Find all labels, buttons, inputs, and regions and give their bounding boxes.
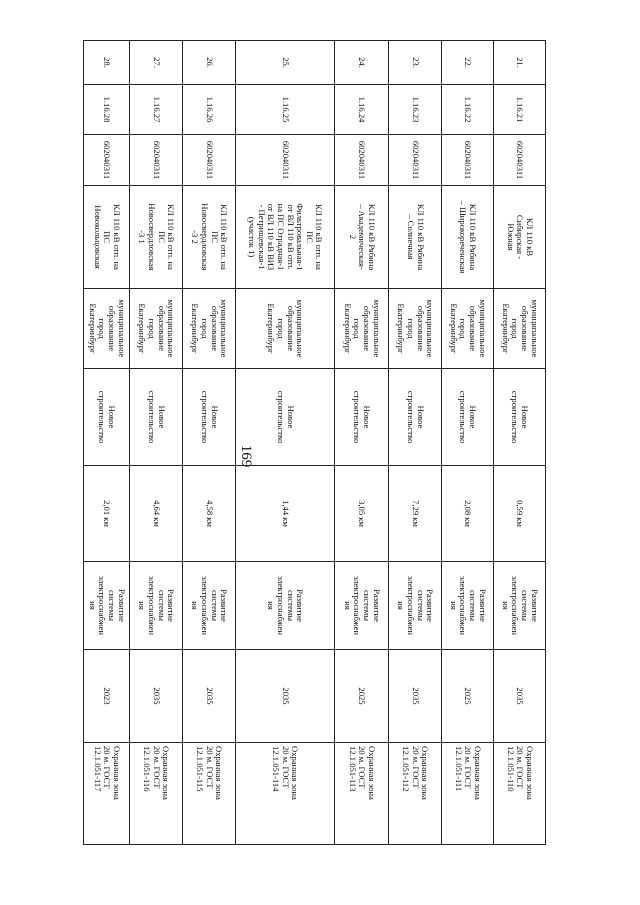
row-number: 23. xyxy=(389,41,442,85)
object-location: муниципальное образование город Екатеринбург xyxy=(335,289,389,369)
object-id: 602040311 xyxy=(130,135,183,186)
object-location: муниципальное образование город Екатеринбург xyxy=(494,289,546,369)
object-purpose: Развитие системы электроснабжен ия xyxy=(84,562,130,650)
construction-type: Новое строительство xyxy=(335,369,389,466)
object-purpose: Развитие системы электроснабжен ия xyxy=(130,562,183,650)
object-id: 602040311 xyxy=(442,135,494,186)
object-length: 2,08 км xyxy=(442,466,494,562)
object-name: КЛ 110 кВ Рябина – Широкореченская xyxy=(442,186,494,289)
table-row xyxy=(84,41,130,845)
table-row xyxy=(389,41,442,845)
row-number: 27. xyxy=(130,41,183,85)
row-number: 21. xyxy=(494,41,546,85)
object-name: КЛ 110 кВ Сибирская - Южная xyxy=(494,186,546,289)
object-length: 0,59 км xyxy=(494,466,546,562)
construction-type: Новое строительство xyxy=(183,369,236,466)
object-length: 4,58 км xyxy=(183,466,236,562)
object-purpose: Развитие системы электроснабжен ия xyxy=(442,562,494,650)
row-number: 26. xyxy=(183,41,236,85)
completion-year: 2035 xyxy=(236,650,335,743)
object-code: 1.16.22 xyxy=(442,85,494,135)
construction-type: Новое строительство xyxy=(494,369,546,466)
table-row xyxy=(442,41,494,845)
object-id: 602040311 xyxy=(335,135,389,186)
infrastructure-table xyxy=(83,40,546,845)
construction-type: Новое строительство xyxy=(442,369,494,466)
row-number: 25. xyxy=(236,41,335,85)
object-code: 1.16.25 xyxy=(236,85,335,135)
object-name: КЛ 110 кВ отп. на ПС Фильтровальная-1 от ВЛ 110 кВ отп. на ПС Отрадная-1 от ВЛ 110 кВ ВИЗ - Петрищевская-1 (участок 1) xyxy=(236,186,335,289)
object-length: 7,29 км xyxy=(389,466,442,562)
completion-year: 2035 xyxy=(130,650,183,743)
table-container xyxy=(84,40,546,844)
object-name: КЛ 110 кВ отп. на ПС Новосвердловская -3 1 xyxy=(130,186,183,289)
object-name: КЛ 110 кВ Рябина – Солнечная xyxy=(389,186,442,289)
construction-type: Новое строительство xyxy=(236,369,335,466)
protection-zone: Охранная зона 20 м. ГОСТ 12.1.051-115 xyxy=(183,743,236,845)
object-purpose: Развитие системы электроснабжен ия xyxy=(236,562,335,650)
object-id: 602040311 xyxy=(183,135,236,186)
construction-type: Новое строительство xyxy=(130,369,183,466)
table-row xyxy=(236,41,335,845)
table-row xyxy=(335,41,389,845)
page-number: 169 xyxy=(238,444,254,468)
object-code: 1.16.24 xyxy=(335,85,389,135)
object-name: КЛ 110 кВ отп. на ПС Новосвердловская -3 2 xyxy=(183,186,236,289)
protection-zone: Охранная зона 20 м. ГОСТ 12.1.051-116 xyxy=(130,743,183,845)
object-length: 4,64 км xyxy=(130,466,183,562)
protection-zone: Охранная зона 20 м. ГОСТ 12.1.051-113 xyxy=(335,743,389,845)
object-location: муниципальное образование город Екатеринбург xyxy=(236,289,335,369)
rotated-table-wrap xyxy=(84,40,546,844)
completion-year: 2035 xyxy=(494,650,546,743)
object-code: 1.16.21 xyxy=(494,85,546,135)
object-name: КЛ 110 кВ Рябина – Академическая- 2 xyxy=(335,186,389,289)
object-id: 602040311 xyxy=(84,135,130,186)
protection-zone: Охранная зона 20 м. ГОСТ 12.1.051-114 xyxy=(236,743,335,845)
object-id: 602040311 xyxy=(236,135,335,186)
completion-year: 2025 xyxy=(335,650,389,743)
object-length: 2,01 км xyxy=(84,466,130,562)
object-location: муниципальное образование город Екатеринбург xyxy=(442,289,494,369)
table-row xyxy=(494,41,546,845)
object-location: муниципальное образование город Екатеринбург xyxy=(183,289,236,369)
row-number: 24. xyxy=(335,41,389,85)
construction-type: Новое строительство xyxy=(389,369,442,466)
object-length: 3,05 км xyxy=(335,466,389,562)
object-code: 1.16.23 xyxy=(389,85,442,135)
protection-zone: Охранная зона 20 м. ГОСТ 12.1.051-111 xyxy=(442,743,494,845)
completion-year: 2035 xyxy=(183,650,236,743)
object-id: 602040311 xyxy=(389,135,442,186)
completion-year: 2035 xyxy=(389,650,442,743)
protection-zone: Охранная зона 20 м. ГОСТ 12.1.051-112 xyxy=(389,743,442,845)
table-row xyxy=(130,41,183,845)
row-number: 22. xyxy=(442,41,494,85)
object-code: 1.16.28 xyxy=(84,85,130,135)
object-location: муниципальное образование город Екатеринбург xyxy=(84,289,130,369)
protection-zone: Охранная зона 20 м. ГОСТ 12.1.051-110 xyxy=(494,743,546,845)
object-purpose: Развитие системы электроснабжен ия xyxy=(183,562,236,650)
object-purpose: Развитие системы электроснабжен ия xyxy=(335,562,389,650)
object-purpose: Развитие системы электроснабжен ия xyxy=(494,562,546,650)
table-row xyxy=(183,41,236,845)
completion-year: 2023 xyxy=(84,650,130,743)
object-location: муниципальное образование город Екатеринбург xyxy=(389,289,442,369)
construction-type: Новое строительство xyxy=(84,369,130,466)
row-number: 28. xyxy=(84,41,130,85)
completion-year: 2025 xyxy=(442,650,494,743)
object-name: КЛ 110 кВ отп. на ПС Новокольцовская xyxy=(84,186,130,289)
object-purpose: Развитие системы электроснабжен ия xyxy=(389,562,442,650)
object-length: 1,44 км xyxy=(236,466,335,562)
protection-zone: Охранная зона 20 м. ГОСТ 12.1.051-117 xyxy=(84,743,130,845)
object-location: муниципальное образование город Екатеринбург xyxy=(130,289,183,369)
object-code: 1.16.27 xyxy=(130,85,183,135)
object-id: 602040311 xyxy=(494,135,546,186)
object-code: 1.16.26 xyxy=(183,85,236,135)
